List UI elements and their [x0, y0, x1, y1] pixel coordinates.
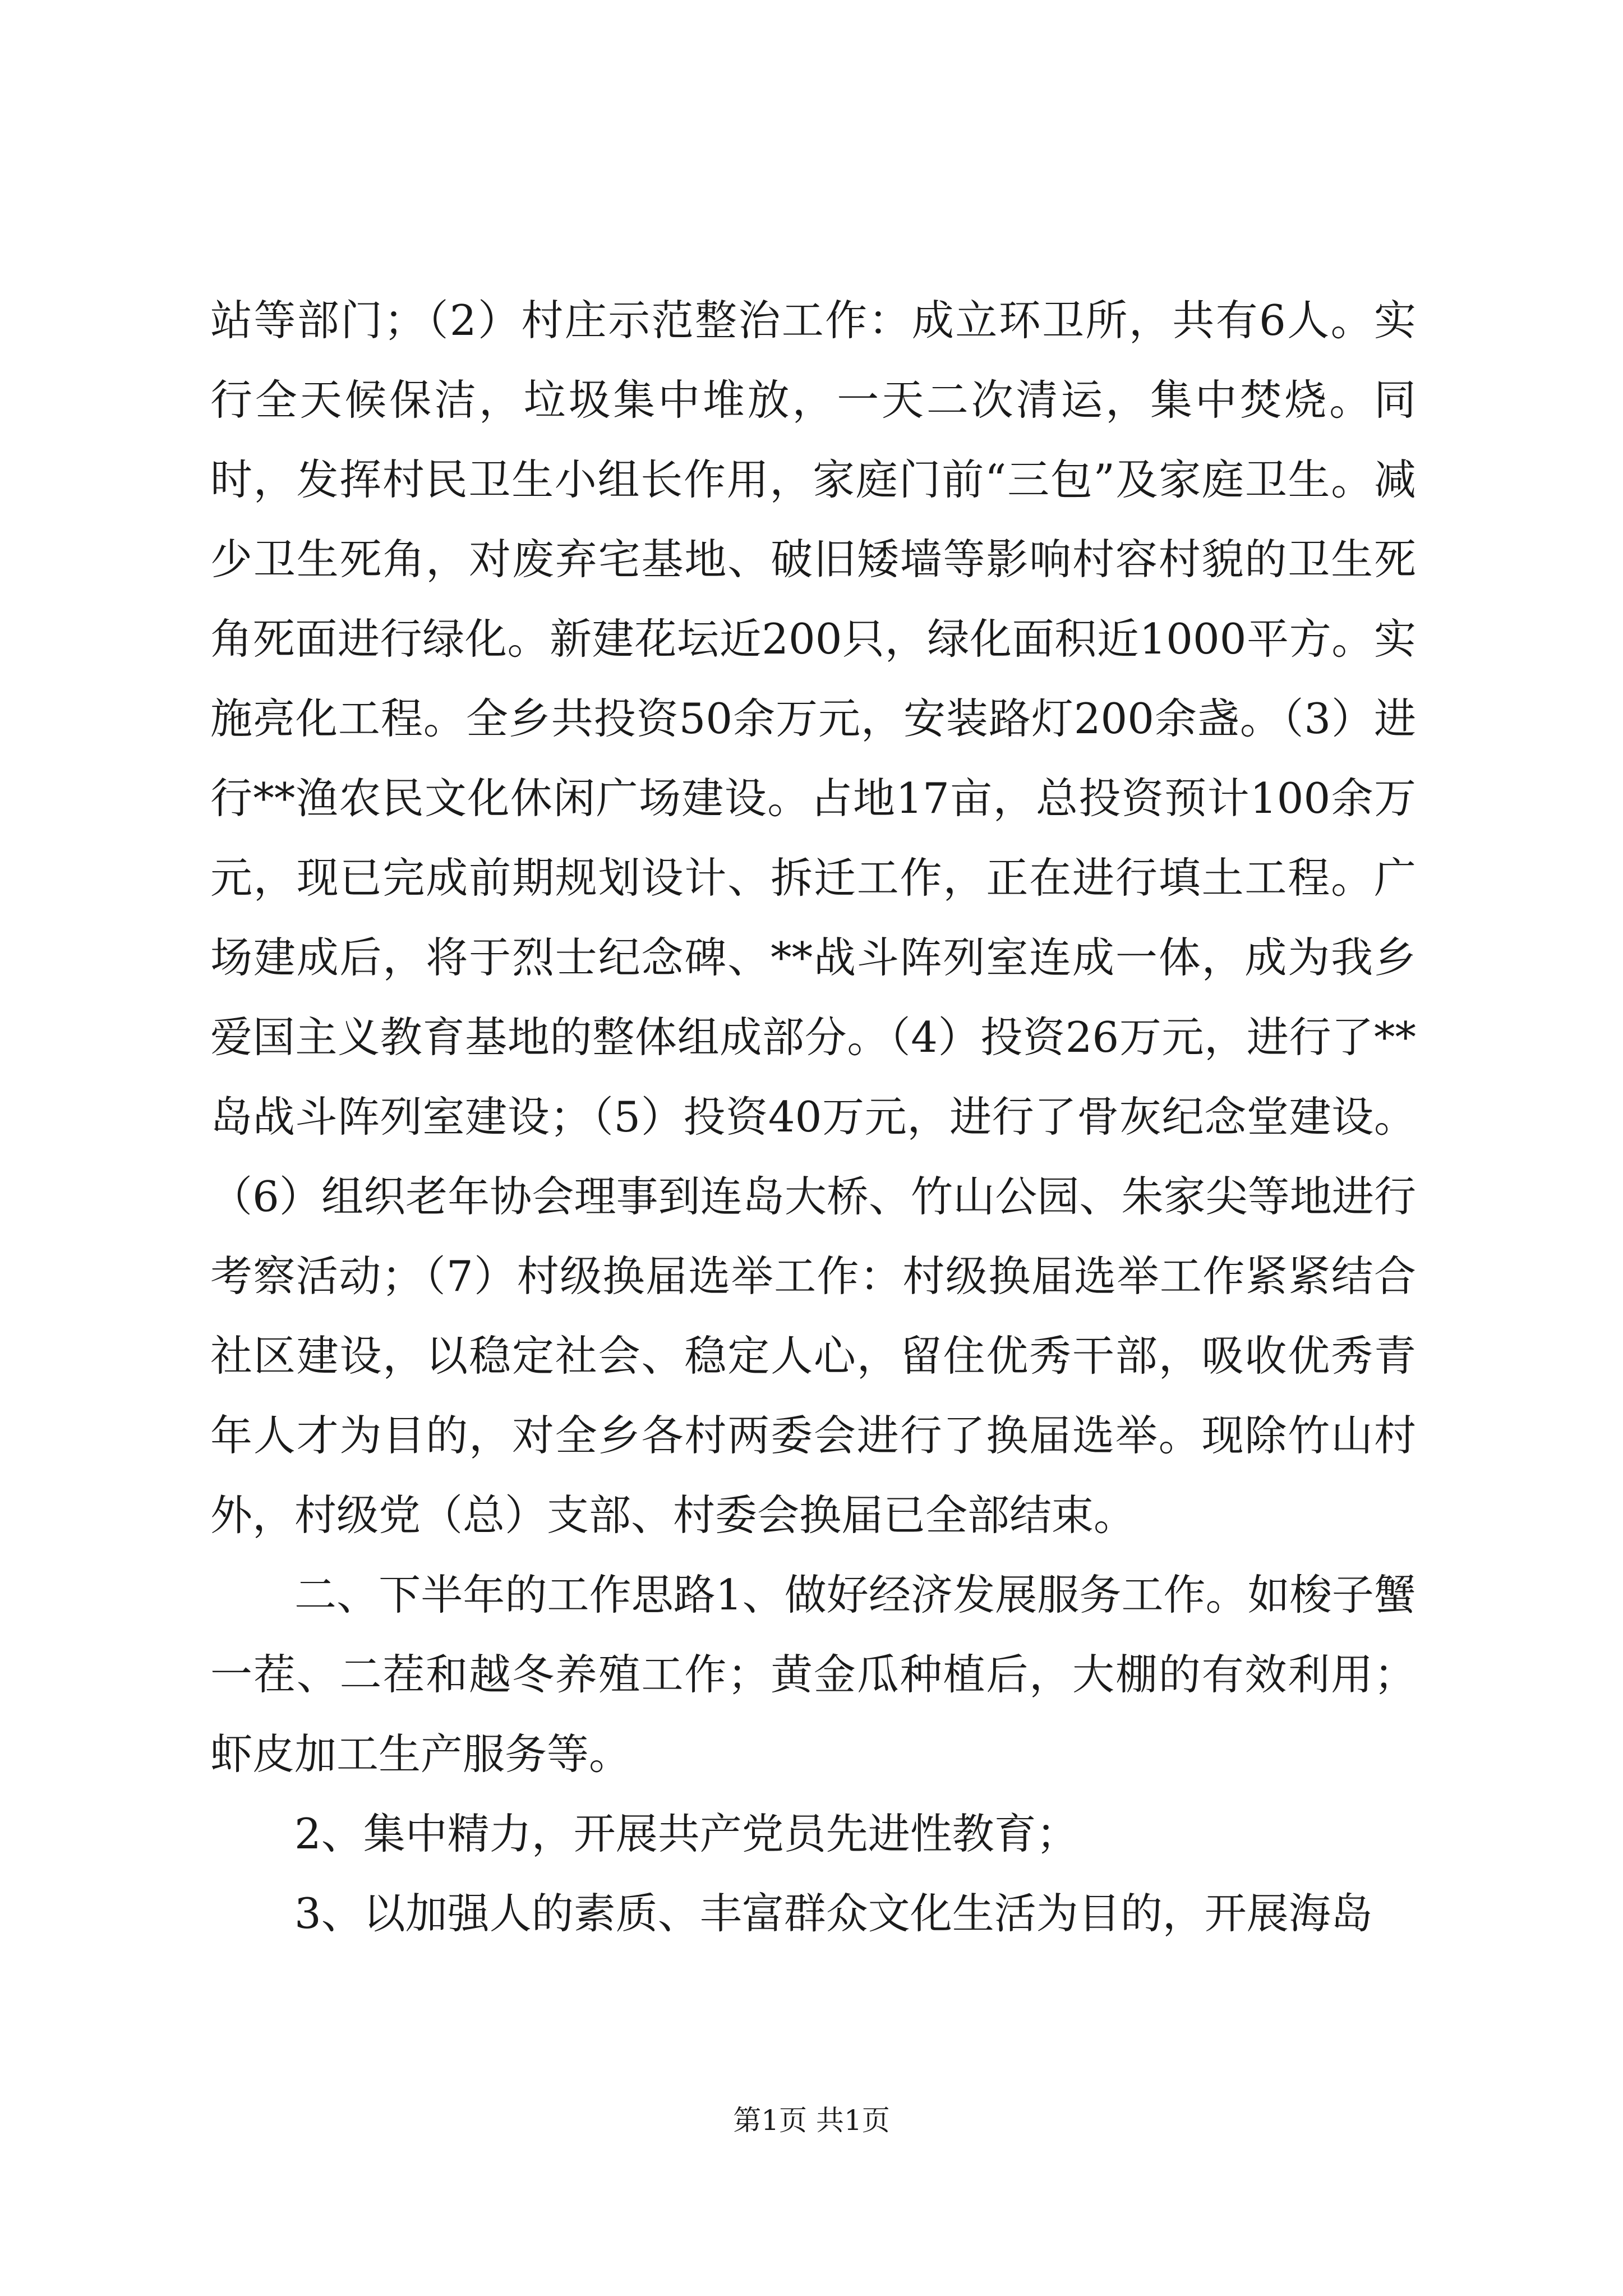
paragraph-second-half-plan: 二、下半年的工作思路1、做好经济发展服务工作。如梭子蟹一茬、二茬和越冬养殖工作；黄金瓜种植后，大棚的有效利用；虾皮加工生产服务等。 [210, 1570, 1416, 1779]
paragraph-party-education: 2、集中精力，开展共产党员先进性教育； [294, 1809, 1078, 1858]
page-footer: 第1页 共1页 [733, 2104, 890, 2137]
paragraph-work-summary: 站等部门；（2）村庄示范整治工作：成立环卫所，共有6人。实行全天候保洁，垃圾集中堆放，一天二次清运，集中焚烧。同时，发挥村民卫生小组长作用，家庭门前“三包”及家庭卫生。减少卫生死角，对废弃宅基地、破旧矮墙等影响村容村貌的卫生死角死面进行绿化。新建花坛近200只，绿化面积近1000平方。实施亮化工程。全乡共投资50余万元，安装路灯200余盏。（3）进行**渔农民文化休闲广场建设。占地17亩，总投资预计100余万元，现已完成前期规划设计、拆迁工作，正在进行填土工程。广场建成后，将于烈士纪念碑、**战斗阵列室连成一体，成为我乡爱国主义教育基地的整体组成部分。（4）投资26万元，进行了**岛战斗阵列室建设；（5）投资40万元，进行了骨灰纪念堂建设。（6）组织老年协会理事到连岛大桥、竹山公园、朱家尖等地进行考察活动；（7）村级换届选举工作：村级换届选举工作紧紧结合社区建设，以稳定社会、稳定人心，留住优秀干部，吸收优秀青年人才为目的，对全乡各村两委会进行了换届选举。现除竹山村外，村级党（总）支部、村委会换届已全部结束。 [210, 296, 1416, 1540]
paragraph-island-culture: 3、以加强人的素质、丰富群众文化生活为目的，开展海岛 [294, 1889, 1373, 1938]
document-body [210, 280, 1416, 1953]
